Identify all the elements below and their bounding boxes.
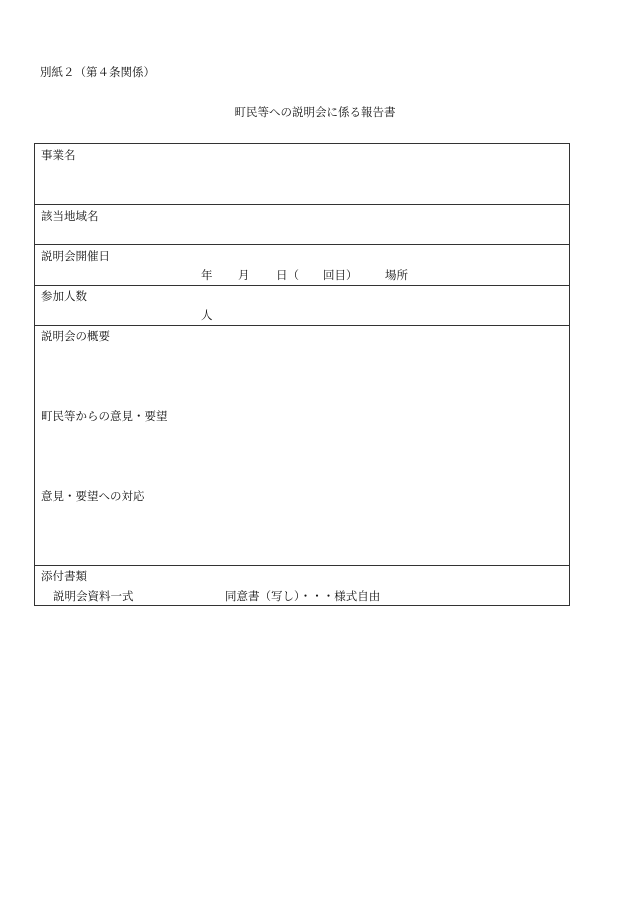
row-divider [35, 285, 569, 286]
overview-label: 説明会の概要 [41, 329, 110, 343]
document-title: 町民等への説明会に係る報告書 [234, 105, 396, 119]
row-divider [35, 325, 569, 326]
document-reference: 別紙２（第４条関係） [40, 65, 155, 79]
meeting-date-label: 説明会開催日 [41, 249, 110, 263]
participants-label: 参加人数 [41, 289, 87, 303]
row-divider [35, 565, 569, 566]
meeting-month-unit: 月 [238, 268, 250, 282]
attachment-item-materials: 説明会資料一式 [53, 589, 134, 603]
response-label: 意見・要望への対応 [41, 489, 145, 503]
meeting-day-unit: 日（ [276, 268, 299, 282]
meeting-place-label: 場所 [385, 268, 408, 282]
participants-unit: 人 [201, 308, 213, 322]
meeting-year-unit: 年 [201, 268, 213, 282]
row-divider [35, 204, 569, 205]
row-divider [35, 244, 569, 245]
attachment-item-consent: 同意書（写し）・・・様式自由 [225, 589, 381, 603]
area-name-label: 該当地域名 [41, 209, 99, 223]
opinions-label: 町民等からの意見・要望 [41, 409, 168, 423]
project-name-label: 事業名 [41, 148, 76, 162]
meeting-session-unit: 回目） [323, 268, 358, 282]
report-form-table [34, 143, 570, 606]
attachments-label: 添付書類 [41, 569, 87, 583]
